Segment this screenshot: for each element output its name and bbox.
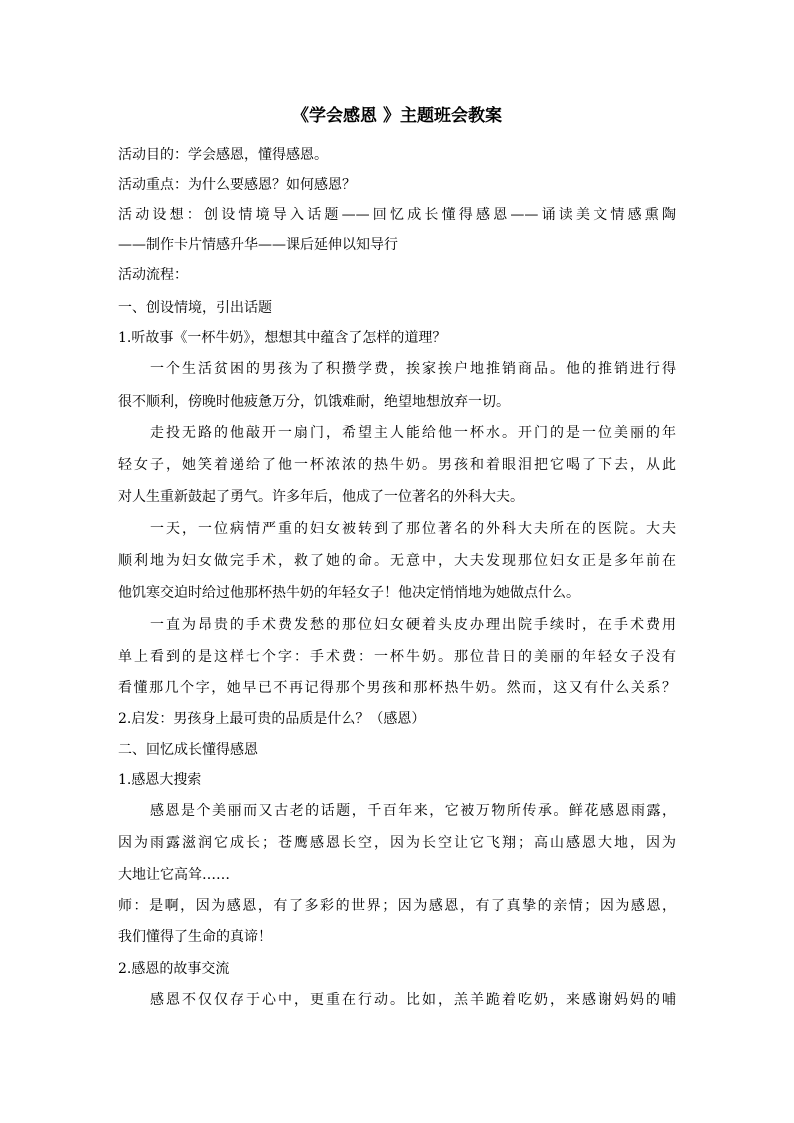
paragraph-line: 一天，一位病情严重的妇女被转到了那位著名的外科大夫所在的医院。大夫	[150, 521, 676, 537]
text-line-key-points: 活动重点：为什么要感恩？如何感恩？	[118, 177, 356, 193]
paragraph-line: 他饥寒交迫时给过他那杯热牛奶的年轻女子！他决定悄悄地为她做点什么。	[118, 585, 580, 601]
section-heading-1: 一、创设情境，引出话题	[118, 300, 272, 316]
text-line-purpose: 活动目的：学会感恩，懂得感恩。	[118, 147, 328, 163]
paragraph-line: 我们懂得了生命的真谛！	[118, 929, 272, 945]
paragraph-line: 感恩是个美丽而又古老的话题，千百年来，它被万物所传承。鲜花感恩雨露，	[150, 803, 676, 819]
paragraph-line: 感恩不仅仅存于心中，更重在行动。比如，羔羊跪着吃奶，来感谢妈妈的哺	[150, 992, 676, 1008]
sub-heading-inspire: 2.启发：男孩身上最可贵的品质是什么？（感恩）	[118, 711, 426, 727]
section-heading-2: 二、回忆成长懂得感恩	[118, 742, 258, 758]
paragraph-line: 走投无路的他敲开一扇门，希望主人能给他一杯水。开门的是一位美丽的年	[150, 425, 676, 441]
text-line-plan: 活动设想：创设情境导入话题——回忆成长懂得感恩——诵读美文情感熏陶	[118, 207, 676, 223]
paragraph-line: 看懂那几个字，她早已不再记得那个男孩和那杯热牛奶。然而，这又有什么关系？	[118, 680, 676, 696]
paragraph-line: 一个生活贫困的男孩为了积攒学费，挨家挨户地推销商品。他的推销进行得	[150, 361, 676, 377]
paragraph-line: 对人生重新鼓起了勇气。许多年后，他成了一位著名的外科大夫。	[118, 489, 524, 505]
sub-heading-search: 1.感恩大搜索	[118, 772, 202, 788]
document-title: 《学会感恩 》主题班会教案	[292, 106, 502, 126]
paragraph-line: 大地让它高耸……	[118, 867, 230, 883]
paragraph-line: 顺利地为妇女做完手术，救了她的命。无意中，大夫发现那位妇女正是多年前在	[118, 553, 676, 569]
paragraph-line: 一直为昂贵的手术费发愁的那位妇女硬着头皮办理出院手续时，在手术费用	[150, 617, 676, 633]
text-line-plan-cont: ——制作卡片情感升华——课后延伸以知导行	[118, 237, 398, 253]
sub-heading-stories: 2.感恩的故事交流	[118, 961, 230, 977]
text-line-process: 活动流程：	[118, 267, 188, 283]
paragraph-line: 很不顺利，傍晚时他疲惫万分，饥饿难耐，绝望地想放弃一切。	[118, 394, 510, 410]
paragraph-line: 师：是啊，因为感恩，有了多彩的世界；因为感恩，有了真挚的亲情；因为感恩，	[118, 898, 676, 914]
paragraph-line: 单上看到的是这样七个字：手术费：一杯牛奶。那位昔日的美丽的年轻女子没有	[118, 649, 676, 665]
paragraph-line: 轻女子，她笑着递给了他一杯浓浓的热牛奶。男孩和着眼泪把它喝了下去，从此	[118, 457, 676, 473]
sub-heading-story: 1.听故事《一杯牛奶》，想想其中蕴含了怎样的道理？	[118, 330, 447, 346]
paragraph-line: 因为雨露滋润它成长；苍鹰感恩长空，因为长空让它飞翔；高山感恩大地，因为	[118, 835, 676, 851]
